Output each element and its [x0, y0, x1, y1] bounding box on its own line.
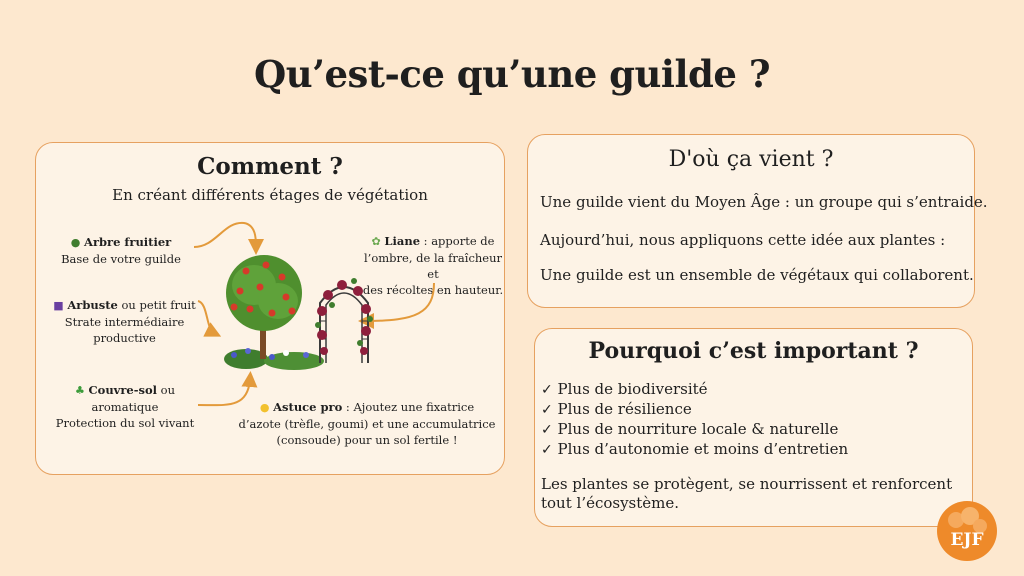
list-item: ✓ Plus de résilience: [541, 400, 692, 418]
couvre-line3: Protection du sol vivant: [55, 416, 195, 430]
couvre-name: Couvre-sol: [88, 383, 158, 397]
origin-p3: Une guilde est un ensemble de végétaux qui collaborent.: [540, 266, 974, 284]
arbre-name: Arbre fruitier: [84, 235, 172, 249]
arrow-couvre: [198, 379, 250, 405]
astuce-line3: (consoude) pour un sol fertile !: [276, 433, 458, 447]
arrow-arbuste: [198, 301, 214, 333]
list-item: ✓ Plus de nourriture locale & naturelle: [541, 420, 839, 438]
arbuste-line2: Strate intermédiaire: [64, 315, 185, 329]
check-icon: ✓: [541, 382, 553, 398]
arrow-arbre: [194, 223, 256, 247]
comment-title: Comment ?: [197, 153, 343, 180]
arrow-liane: [366, 283, 434, 321]
liane-line3: des récoltes en hauteur.: [362, 283, 504, 297]
check-icon: ✓: [541, 442, 553, 458]
berries-icon: ■: [53, 299, 64, 312]
logo-text: EJF: [950, 530, 984, 550]
check-icon: ✓: [541, 422, 553, 438]
lightbulb-icon: ●: [259, 401, 270, 414]
comment-subtitle: En créant différents étages de végétation: [112, 186, 428, 204]
liane-name: Liane: [384, 234, 421, 248]
liane-line2: l’ombre, de la fraîcheur et: [364, 251, 502, 281]
why-note: Les plantes se protègent, se nourrissent et renforcent tout l’écosystème.: [541, 475, 953, 512]
origin-card: [527, 134, 988, 308]
page-title: Qu’est-ce qu’une guilde ?: [253, 52, 770, 96]
vine-icon: ✿: [371, 235, 381, 248]
list-item: ✓ Plus d’autonomie et moins d’entretien: [541, 440, 849, 458]
astuce-line2: d’azote (trèfle, goumi) et une accumulatrice: [238, 417, 496, 431]
list-item: ✓ Plus de biodiversité: [541, 380, 708, 398]
arbuste-line3: productive: [93, 331, 156, 345]
comment-card: [35, 142, 505, 475]
arbre-desc: Base de votre guilde: [61, 252, 181, 266]
astuce-name: Astuce pro: [273, 400, 343, 414]
tree-icon: ●: [70, 236, 81, 249]
origin-title: D'où ça vient ?: [668, 147, 834, 172]
ejf-logo: [936, 500, 998, 562]
arbuste-name: Arbuste: [67, 298, 118, 312]
origin-p2: Aujourd’hui, nous appliquons cette idée aux plantes :: [540, 231, 946, 249]
couvre-line2: aromatique: [91, 400, 159, 414]
why-card: [534, 328, 973, 527]
why-title: Pourquoi c’est important ?: [588, 338, 919, 364]
guild-illustration: [216, 251, 376, 371]
benefits-list: [541, 380, 848, 460]
clover-icon: ♣: [74, 384, 85, 397]
check-icon: ✓: [541, 402, 553, 418]
astuce-suffix: : Ajoutez une fixatrice: [342, 400, 475, 414]
liane-suffix: : apporte de: [420, 234, 495, 248]
couvre-suffix: ou: [157, 383, 176, 397]
origin-p1: Une guilde vient du Moyen Âge : un groupe qui s’entraide.: [540, 193, 988, 211]
arbuste-suffix: ou petit fruit: [117, 298, 196, 312]
